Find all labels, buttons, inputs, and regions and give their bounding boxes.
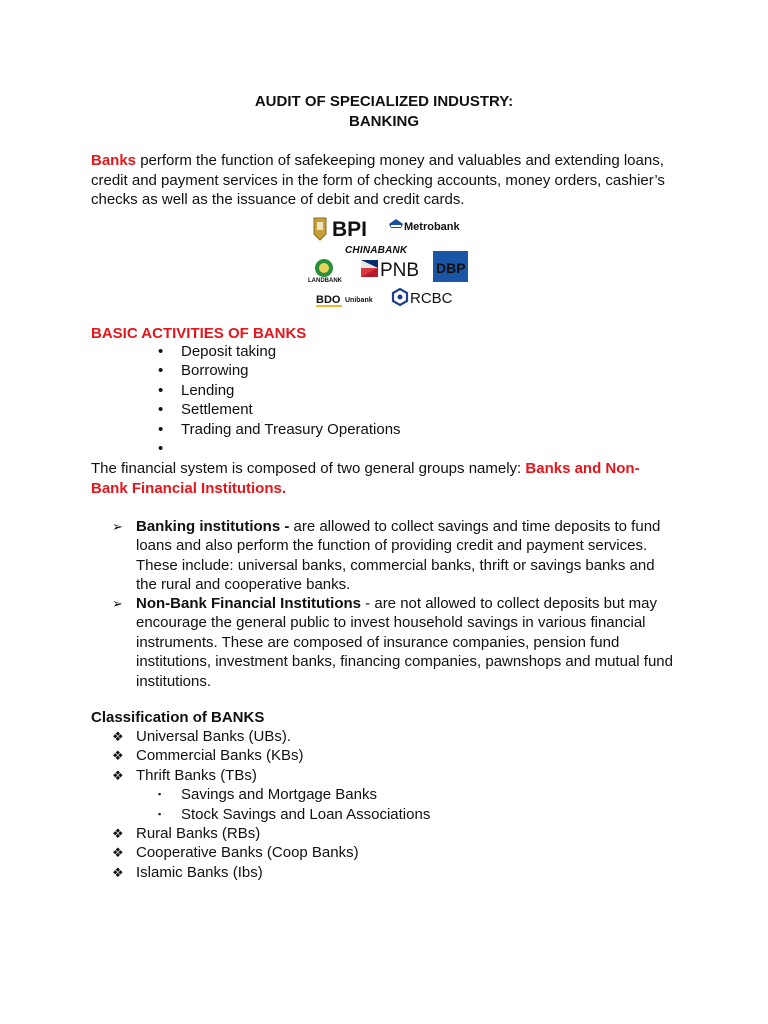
group-line: institutions, investment banks, financing companies, pawnshops and mutual fund	[136, 653, 673, 671]
system-red1: Banks and Non-	[525, 460, 640, 477]
group-banking-institutions	[112, 517, 692, 595]
group-line: instruments. These are composed of insurance companies, pension fund	[136, 633, 620, 651]
classification-label: Commercial Banks (KBs)	[136, 747, 304, 765]
rcbc-icon	[393, 289, 407, 305]
document-title-line1: AUDIT OF SPECIALIZED INDUSTRY:	[254, 93, 514, 110]
classification-label: Cooperative Banks (Coop Banks)	[136, 844, 359, 862]
diamond-bullet-icon: ❖	[112, 729, 124, 744]
group-line: These include: universal banks, commercial banks, thrift or savings banks and	[136, 556, 655, 574]
group-line: encourage the general public to invest household savings in various financial	[136, 614, 646, 632]
system-red2: Bank Financial Institutions.	[91, 479, 287, 497]
classification-label: Stock Savings and Loan Associations	[181, 805, 431, 823]
activities-heading: BASIC ACTIVITIES OF BANKS	[91, 325, 307, 342]
rcbc-logo-text: RCBC	[410, 290, 453, 307]
dbp-logo-text: DBP	[436, 260, 466, 276]
activity-label: Borrowing	[181, 362, 249, 380]
group-line: institutions.	[136, 672, 212, 690]
activity-label: Deposit taking	[181, 343, 277, 360]
pnb-emblem-icon	[361, 260, 378, 277]
activity-item	[158, 420, 401, 439]
diamond-bullet-icon: ❖	[112, 845, 124, 861]
chinabank-logo-text: CHINABANK	[345, 245, 408, 256]
arrow-bullet-icon: ➢	[112, 596, 123, 611]
intro-line3: checks as well as the issuance of debit and credit cards.	[91, 191, 465, 208]
landbank-emblem-icon	[315, 259, 333, 277]
bullet-dot-icon: •	[158, 343, 164, 360]
group-non-bank-institutions	[112, 594, 692, 691]
activity-label: Trading and Treasury Operations	[181, 420, 401, 438]
classification-label: Thrift Banks (TBs)	[136, 766, 257, 784]
metrobank-icon	[389, 219, 403, 228]
activity-item	[158, 361, 401, 380]
activity-label: Settlement	[181, 401, 253, 419]
document-title-line2: BANKING	[349, 113, 419, 130]
bullet-dot-icon: •	[158, 420, 164, 438]
landbank-logo-text: LANDBANK	[308, 278, 342, 284]
pnb-logo-text: PNB	[380, 260, 420, 281]
classification-label: Islamic Banks (Ibs)	[136, 863, 263, 881]
system-line1: The financial system is composed of two general groups namely:	[91, 460, 526, 477]
bpi-emblem-icon	[314, 218, 326, 240]
financial-system-paragraph	[91, 459, 651, 498]
diamond-bullet-icon: ❖	[112, 864, 124, 880]
group-term: Non-Bank Financial Institutions	[136, 595, 362, 612]
classification-label: Universal Banks (UBs).	[136, 728, 292, 745]
bullet-dot-icon: •	[158, 401, 164, 419]
diamond-bullet-icon: ❖	[112, 825, 124, 841]
bdo-unibank-text: Unibank	[345, 297, 373, 304]
group-line: are allowed to collect savings and time deposits to fund	[289, 518, 661, 535]
activity-item	[158, 439, 401, 458]
bpi-logo-text: BPI	[332, 218, 368, 241]
activities-list	[158, 342, 401, 458]
intro-lead: Banks	[91, 152, 137, 169]
arrow-bullet-icon: ➢	[112, 519, 123, 534]
group-term: Banking institutions -	[136, 518, 290, 535]
intro-paragraph	[91, 151, 691, 210]
square-bullet-icon: ▪	[158, 808, 162, 819]
diamond-bullet-icon: ❖	[112, 748, 124, 764]
classification-label: Savings and Mortgage Banks	[181, 786, 377, 804]
group-line: the rural and cooperative banks.	[136, 576, 351, 594]
activity-item	[158, 342, 401, 361]
activity-item	[158, 400, 401, 419]
square-bullet-icon: ▪	[158, 789, 162, 800]
bank-logos-image	[300, 210, 480, 320]
activity-item	[158, 381, 401, 400]
bdo-logo-text: BDO	[316, 294, 341, 306]
group-line: - are not allowed to collect deposits but may	[361, 595, 658, 612]
group-line: loans and also perform the function of providing credit and payment services.	[136, 537, 648, 555]
classification-heading: Classification of BANKS	[91, 709, 265, 726]
classification-label: Rural Banks (RBs)	[136, 824, 261, 842]
bullet-dot-icon: •	[158, 362, 164, 380]
intro-line1: perform the function of safekeeping money and valuables and extending loans,	[136, 152, 664, 169]
bullet-dot-icon: •	[158, 439, 164, 457]
intro-line2: credit and payment services in the form of checking accounts, money orders, cashier’s	[91, 171, 665, 189]
bullet-dot-icon: •	[158, 381, 164, 399]
metrobank-logo-text: Metrobank	[404, 221, 460, 233]
activity-label: Lending	[181, 381, 235, 399]
diamond-bullet-icon: ❖	[112, 767, 124, 783]
